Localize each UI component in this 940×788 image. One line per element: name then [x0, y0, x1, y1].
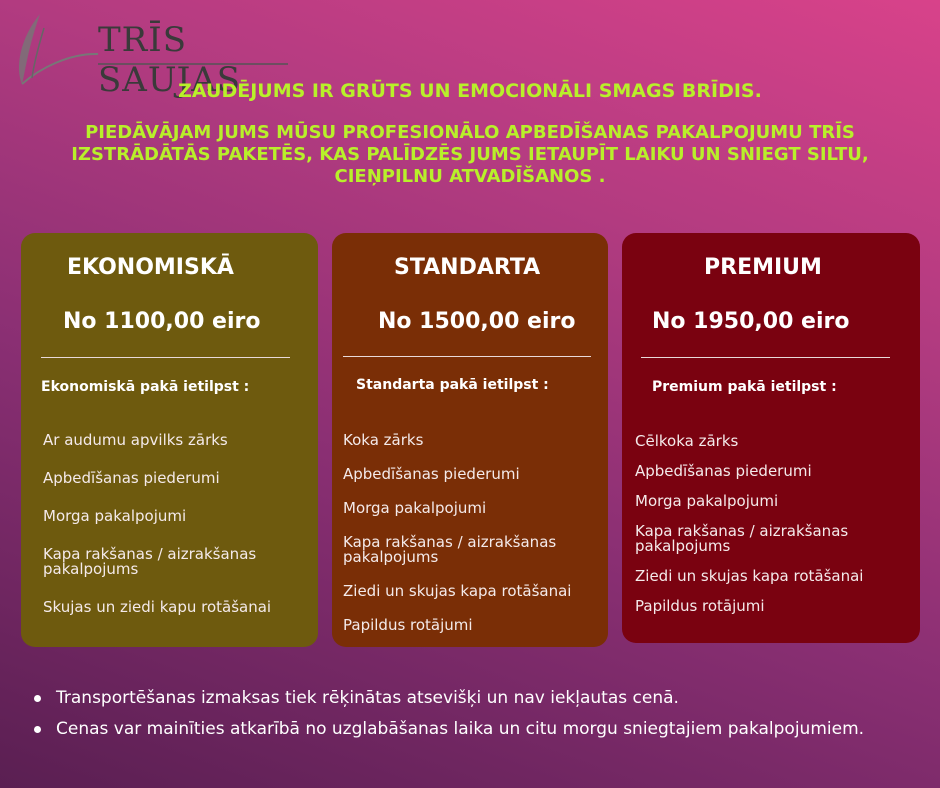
- note-item: [34, 719, 864, 750]
- package-price: No 1500,00 eiro: [378, 309, 576, 334]
- note-text: Cenas var mainīties atkarībā no uzglabāšanas laika un citu morgu sniegtajiem pakalpojumiem.: [56, 719, 865, 739]
- logo-flourish-icon: [10, 8, 100, 88]
- list-item: Apbedīšanas piederumi: [635, 462, 812, 480]
- package-items: [43, 433, 303, 615]
- divider: [343, 356, 591, 357]
- package-title: STANDARTA: [394, 255, 541, 280]
- divider: [41, 357, 290, 358]
- list-item: Skujas un ziedi kapu rotāšanai: [43, 598, 272, 616]
- package-includes-label: Ekonomiskā pakā ietilpst :: [41, 379, 250, 395]
- list-item: Kapa rakšanas / aizrakšanas pakalpojums: [343, 533, 557, 566]
- list-item: Ziedi un skujas kapa rotāšanai: [635, 567, 864, 585]
- package-items: [343, 433, 603, 633]
- package-card-standarta: [332, 233, 608, 647]
- package-includes-label: Premium pakā ietilpst :: [652, 379, 837, 395]
- list-item: Ar audumu apvilks zārks: [43, 431, 228, 449]
- logo-underline: [98, 60, 288, 68]
- list-item: Morga pakalpojumi: [43, 507, 187, 525]
- bullet-icon: [34, 726, 41, 733]
- package-includes-label: Standarta pakā ietilpst :: [356, 377, 549, 393]
- list-item: Koka zārks: [343, 431, 424, 449]
- note-text: Transportēšanas izmaksas tiek rēķinātas atsevišķi un nav iekļautas cenā.: [56, 688, 679, 708]
- package-title: EKONOMISKĀ: [67, 255, 234, 280]
- list-item: Apbedīšanas piederumi: [343, 465, 520, 483]
- headline-primary: ZAUDĒJUMS IR GRŪTS UN EMOCIONĀLI SMAGS BRĪDIS.: [178, 80, 762, 102]
- package-price: No 1100,00 eiro: [63, 309, 261, 334]
- package-card-ekonomiska: [21, 233, 318, 647]
- logo: [10, 8, 290, 100]
- logo-text: TRĪS SAUJAS: [98, 20, 242, 100]
- divider: [641, 357, 890, 358]
- list-item: Morga pakalpojumi: [343, 499, 487, 517]
- list-item: Kapa rakšanas / aizrakšanas pakalpojums: [635, 522, 849, 555]
- note-item: [34, 688, 864, 719]
- bullet-icon: [34, 695, 41, 702]
- package-items: [635, 434, 905, 614]
- list-item: Ziedi un skujas kapa rotāšanai: [343, 582, 572, 600]
- package-card-premium: [622, 233, 920, 643]
- list-item: Apbedīšanas piederumi: [43, 469, 220, 487]
- list-item: Papildus rotājumi: [635, 597, 765, 615]
- headline-secondary: PIEDĀVĀJAM JUMS MŪSU PROFESIONĀLO APBEDĪŠANAS PAKALPOJUMU TRĪS IZSTRĀDĀTĀS PAKETĒS, KAS PALĪDZĒS JUMS IETAUPĪT LAIKU UN SNIEGT SILTU, CIEŅPILNU ATVADĪŠANOS .: [71, 122, 869, 187]
- list-item: Papildus rotājumi: [343, 616, 473, 634]
- list-item: Kapa rakšanas / aizrakšanas pakalpojums: [43, 545, 257, 578]
- notes-list: [34, 688, 864, 750]
- package-title: PREMIUM: [704, 255, 822, 280]
- package-price: No 1950,00 eiro: [652, 309, 850, 334]
- list-item: Morga pakalpojumi: [635, 492, 779, 510]
- list-item: Cēlkoka zārks: [635, 432, 739, 450]
